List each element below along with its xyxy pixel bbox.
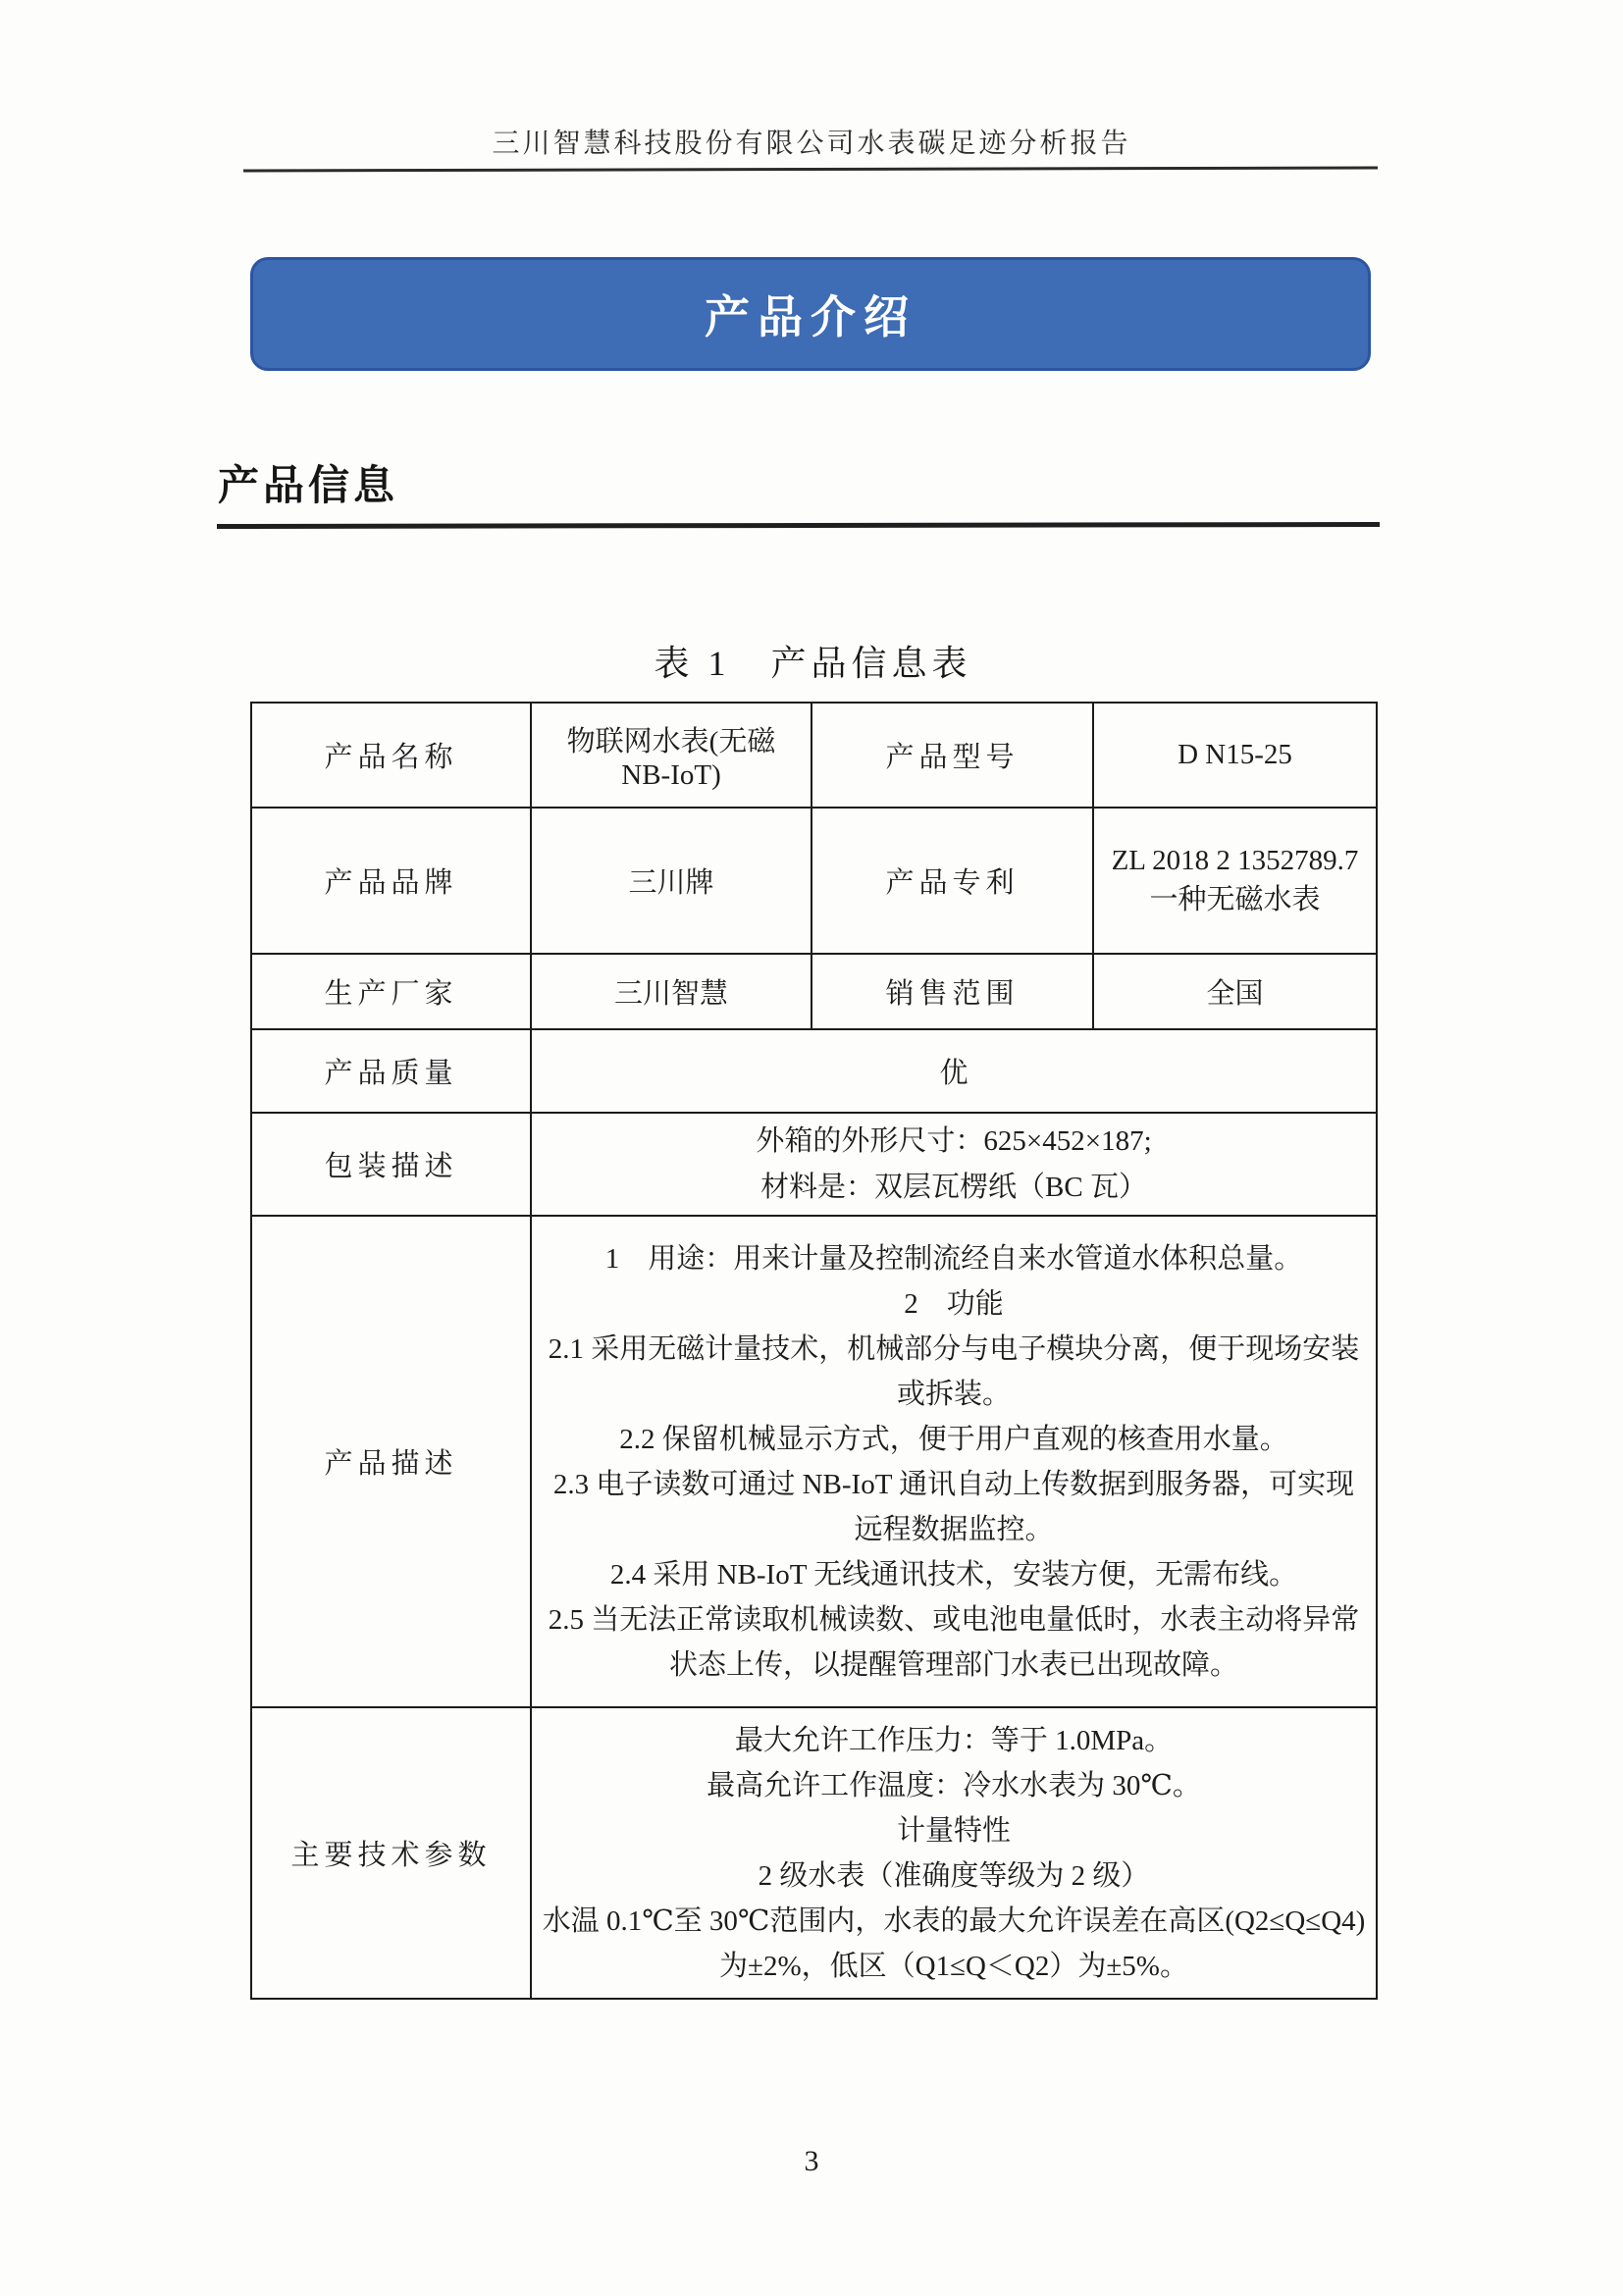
- description-line: 2.4 采用 NB-IoT 无线通讯技术，安装方便，无需布线。: [609, 1558, 1298, 1591]
- table-row: [251, 1029, 1377, 1113]
- cell-description-value: [531, 1216, 1377, 1707]
- chapter-banner: [250, 257, 1371, 371]
- description-line: 2.1 采用无磁计量技术，机械部分与电子模块分离，便于现场安装或拆装。: [548, 1332, 1360, 1410]
- packaging-dimensions: 外箱的外形尺寸：625×452×187;: [756, 1124, 1152, 1157]
- cell-product-quality-label: 产品质量: [251, 1029, 531, 1113]
- description-line: 2.2 保留机械显示方式，便于用户直观的核查用水量。: [619, 1423, 1288, 1455]
- tech-param-line: 最高允许工作温度：冷水水表为 30℃。: [707, 1769, 1201, 1801]
- packaging-material: 材料是：双层瓦楞纸（BC 瓦）: [760, 1171, 1147, 1203]
- page-number: 3: [804, 2145, 819, 2177]
- chapter-banner-label: 产品介绍: [705, 291, 916, 342]
- table-row: [251, 1216, 1377, 1707]
- cell-manufacturer-label: 生产厂家: [251, 954, 531, 1029]
- cell-description-label: 产品描述: [251, 1216, 531, 1707]
- description-line: 2 功能: [904, 1287, 1004, 1320]
- description-line: 2.3 电子读数可通过 NB-IoT 通讯自动上传数据到服务器，可实现远程数据监控。: [552, 1468, 1355, 1545]
- description-line: 2.5 当无法正常读取机械读数、或电池电量低时，水表主动将异常状态上传，以提醒管理部门水表已出现故障。: [548, 1603, 1360, 1681]
- table-row: [251, 1113, 1377, 1216]
- cell-sales-scope-label: 销售范围: [812, 954, 1093, 1029]
- table-row: [251, 808, 1377, 954]
- header-divider: [243, 166, 1378, 172]
- cell-product-brand-value: 三川牌: [531, 808, 812, 954]
- table-row: [251, 703, 1377, 808]
- cell-manufacturer-value: 三川智慧: [531, 954, 812, 1029]
- description-line: 1 用途：用来计量及控制流经自来水管道水体积总量。: [604, 1242, 1303, 1275]
- tech-param-line: 水温 0.1℃至 30℃范围内，水表的最大允许误差在高区(Q2≤Q≤Q4)为±2%，低区（Q1≤Q＜Q2）为±5%。: [542, 1905, 1366, 1982]
- section-divider: [217, 522, 1380, 529]
- cell-product-brand-label: 产品品牌: [251, 808, 531, 954]
- cell-product-name-label: 产品名称: [251, 703, 531, 808]
- cell-sales-scope-value: 全国: [1093, 954, 1377, 1029]
- cell-product-model-label: 产品型号: [812, 703, 1093, 808]
- table-caption: 表 1 产品信息表: [654, 644, 972, 683]
- table-row: [251, 954, 1377, 1029]
- section-title: 产品信息: [218, 462, 399, 508]
- cell-packaging-value: [531, 1113, 1377, 1216]
- product-info-table: [250, 702, 1378, 2000]
- cell-product-patent-label: 产品专利: [812, 808, 1093, 954]
- cell-product-model-value: D N15-25: [1093, 703, 1377, 808]
- cell-packaging-label: 包装描述: [251, 1113, 531, 1216]
- cell-product-name-value: 物联网水表(无磁 NB-IoT): [531, 703, 812, 808]
- cell-product-patent-value: ZL 2018 2 1352789.7 一种无磁水表: [1093, 808, 1377, 954]
- tech-param-line: 2 级水表（准确度等级为 2 级）: [758, 1859, 1150, 1892]
- tech-param-line: 计量特性: [896, 1814, 1011, 1847]
- tech-param-line: 最大允许工作压力：等于 1.0MPa。: [734, 1724, 1174, 1756]
- cell-product-quality-value: 优: [531, 1029, 1377, 1113]
- cell-tech-params-label: 主要技术参数: [251, 1707, 531, 1999]
- report-header-title: 三川智慧科技股份有限公司水表碳足迹分析报告: [492, 129, 1131, 159]
- table-row: [251, 1707, 1377, 1999]
- cell-tech-params-value: [531, 1707, 1377, 1999]
